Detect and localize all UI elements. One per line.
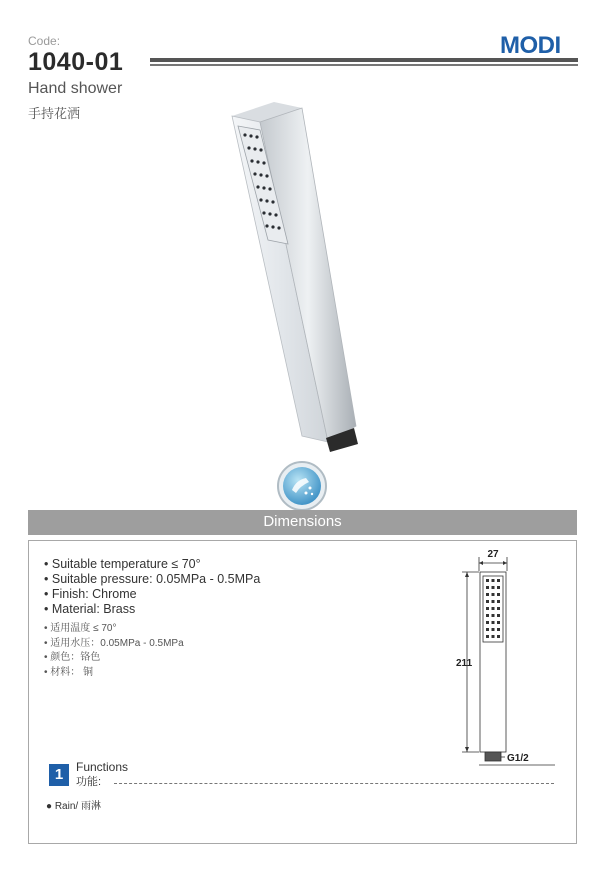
code-label: Code: [28, 34, 61, 48]
spec-item-cn: • 材料： 铜 [44, 666, 94, 678]
spec-item-cn: • 颜色：铬色 [44, 652, 101, 663]
spec-item: • Suitable temperature ≤ 70° [44, 557, 201, 571]
functions-label-cn: 功能: [76, 776, 102, 788]
dimensions-header-bar [28, 510, 577, 535]
product-code: 1040-01 [28, 48, 124, 76]
brand-logo: MODI [500, 32, 561, 59]
specs-cn-list [44, 622, 184, 680]
dimensions-title: Dimensions [263, 513, 342, 530]
spec-item-cn: • 适用温度 ≤ 70° [44, 623, 117, 634]
spray-function-icon [276, 460, 328, 512]
function-item: ● Rain/ 雨淋 [46, 801, 101, 812]
specs-en-list [44, 557, 260, 617]
functions-label-en: Functions [76, 760, 129, 774]
dimension-drawing [455, 545, 565, 775]
functions-number-badge: 1 [49, 764, 69, 786]
product-name-en: Hand shower [28, 80, 123, 97]
height-label: 211 [456, 658, 473, 669]
spec-item-cn: • 适用水压：0.05MPa - 0.5MPa [44, 637, 184, 649]
functions-divider [114, 783, 554, 784]
spec-item: • Material: Brass [44, 602, 136, 616]
spec-item: • Finish: Chrome [44, 587, 137, 601]
product-name-cn: 手持花洒 [28, 106, 81, 121]
spec-item: • Suitable pressure: 0.05MPa - 0.5MPa [44, 572, 261, 586]
product-photo [218, 96, 378, 456]
thread-label: G1/2 [507, 753, 529, 764]
width-label: 27 [487, 549, 499, 560]
